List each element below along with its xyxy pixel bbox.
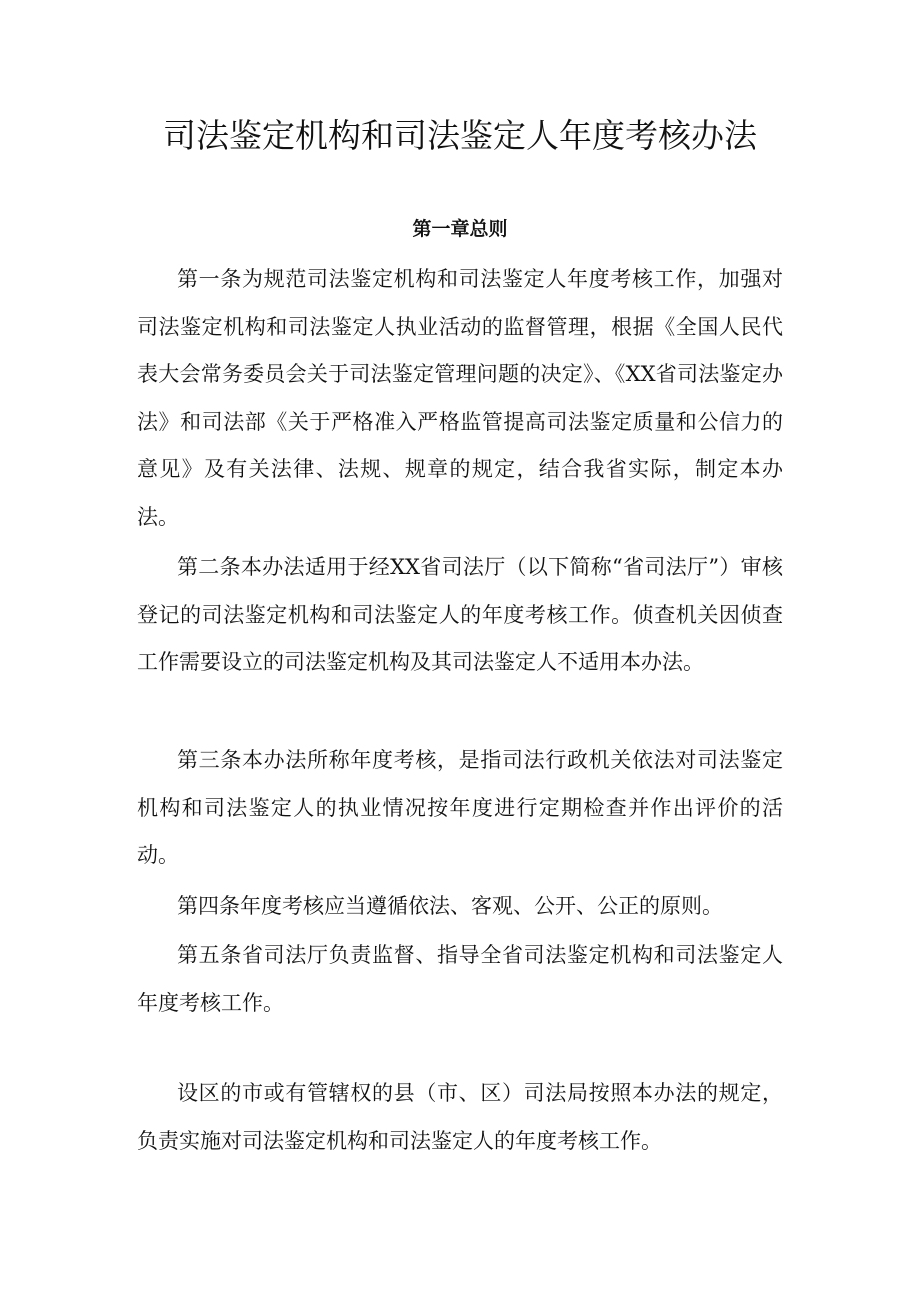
- document-title: 司法鉴定机构和司法鉴定人年度考核办法: [163, 116, 757, 155]
- article-3-paragraph: 第三条本办法所称年度考核，是指司法行政机关依法对司法鉴定机构和司法鉴定人的执业情况按年度进行定期检查并作出评价的活动。: [137, 748, 783, 867]
- article-2-paragraph: 第二条本办法适用于经XX省司法厅（以下简称“省司法厅”）审核登记的司法鉴定机构和司法鉴定人的年度考核工作。侦查机关因侦查工作需要设立的司法鉴定机构及其司法鉴定人不适用本办法。: [137, 555, 783, 674]
- chapter-title: 第一章总则: [412, 218, 508, 240]
- article-1-paragraph: 第一条为规范司法鉴定机构和司法鉴定人年度考核工作，加强对司法鉴定机构和司法鉴定人执业活动的监督管理，根据《全国人民代表大会常务委员会关于司法鉴定管理问题的决定》、《XX省司法鉴定办法》和司法部《关于严格准入严格监管提高司法鉴定质量和公信力的意见》及有关法律、法规、规章的规定，结合我省实际，制定本办法。: [137, 267, 783, 529]
- article-5-continuation-paragraph: 设区的市或有管辖权的县（市、区）司法局按照本办法的规定，负责实施对司法鉴定机构和司法鉴定人的年度考核工作。: [137, 1081, 783, 1153]
- article-5-paragraph: 第五条省司法厅负责监督、指导全省司法鉴定机构和司法鉴定人年度考核工作。: [137, 943, 783, 1015]
- article-4-paragraph: 第四条年度考核应当遵循依法、客观、公开、公正的原则。: [177, 894, 723, 918]
